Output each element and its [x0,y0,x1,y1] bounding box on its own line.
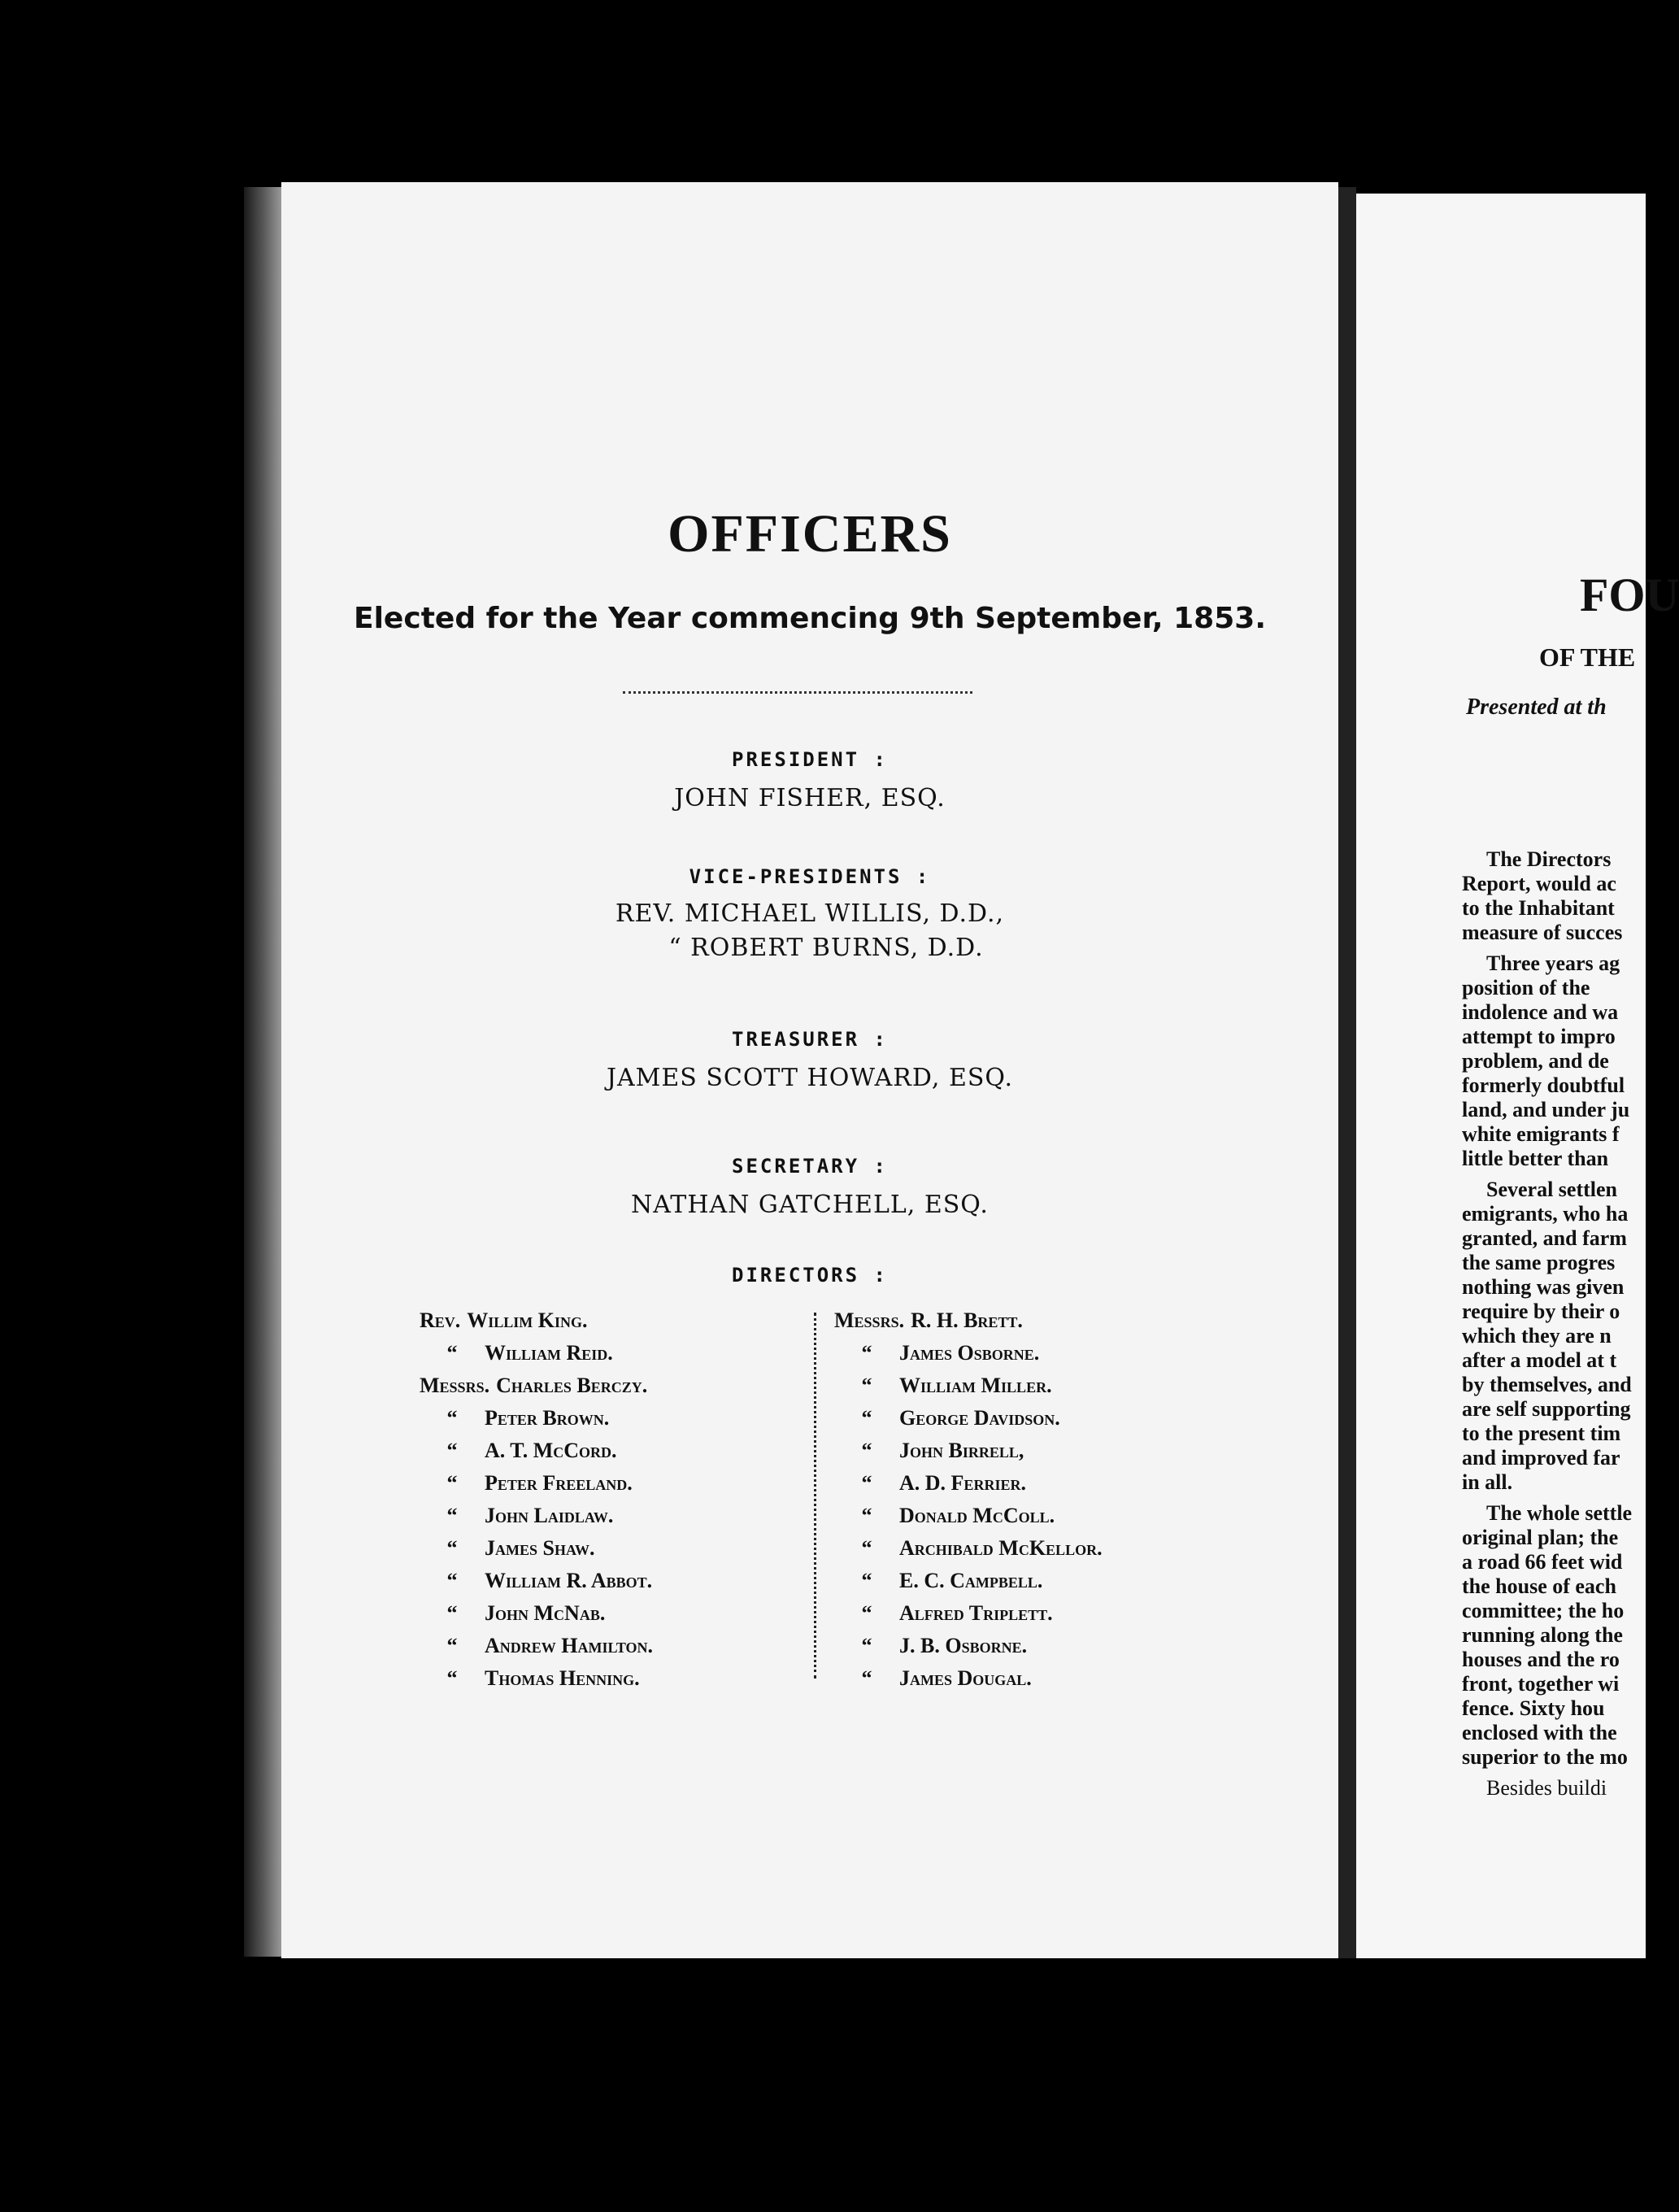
report-text-line: require by their o [1462,1300,1620,1323]
director-prefix: “ [861,1439,872,1462]
report-text-line: fence. Sixty hou [1462,1696,1605,1720]
directors-right-column [834,1304,1103,1695]
director-row [834,1369,1103,1402]
report-text-line: emigrants, who ha [1462,1202,1629,1226]
report-text-line: front, together wi [1462,1672,1620,1696]
director-prefix: “ [446,1504,458,1527]
vice-president-name: REV. MICHAEL WILLIS, D.D., [615,899,1005,928]
director-name: A. T. McCord. [485,1439,617,1462]
director-row [420,1662,653,1695]
director-prefix: “ [861,1341,872,1365]
report-text-line: superior to the mo [1462,1745,1628,1769]
director-name: Alfred Triplett. [899,1601,1053,1625]
vice-president-name: “ ROBERT BURNS, D.D. [668,934,984,962]
director-prefix: Messrs. [834,1308,905,1332]
director-row [420,1500,653,1532]
director-name: John Laidlaw. [485,1504,614,1527]
report-text-line: problem, and de [1462,1049,1609,1073]
report-text-line: to the Inhabitant [1462,896,1615,920]
director-row [834,1662,1103,1695]
director-prefix: “ [861,1601,872,1625]
report-text-line: position of the [1462,976,1590,999]
director-prefix: “ [446,1471,458,1495]
report-text-line: in all. [1462,1470,1513,1494]
director-prefix: “ [861,1406,872,1430]
director-row [834,1435,1103,1467]
report-text-line: white emigrants f [1462,1122,1620,1146]
director-name: George Davidson. [899,1406,1060,1430]
book-spine-shadow [244,187,281,1957]
report-text-line: little better than [1462,1147,1609,1170]
director-row [834,1467,1103,1500]
report-text-line: committee; the ho [1462,1599,1625,1622]
director-row [834,1532,1103,1565]
report-text-line: Report, would ac [1462,872,1616,895]
report-text-line: houses and the ro [1462,1648,1620,1671]
director-prefix: “ [446,1634,458,1657]
director-prefix: “ [446,1439,458,1462]
report-text-line: which they are n [1462,1324,1612,1348]
directors-left-column [420,1304,653,1695]
report-text-line: attempt to impro [1462,1025,1616,1048]
director-name: John McNab. [485,1601,606,1625]
report-text-line: formerly doubtful [1462,1073,1625,1097]
report-text-line: Three years ag [1486,951,1620,975]
director-prefix: Messrs. [420,1374,490,1397]
director-row [420,1467,653,1500]
right-page [1356,194,1679,1958]
president-heading: PRESIDENT : [732,748,888,771]
director-row [420,1369,653,1402]
director-row [834,1630,1103,1662]
director-name: Peter Freeland. [485,1471,633,1495]
director-row [420,1337,653,1369]
report-text-line: by themselves, and [1462,1373,1632,1396]
directors-heading: DIRECTORS : [732,1264,888,1287]
director-row [834,1304,1103,1337]
report-text-line: original plan; the [1462,1526,1619,1549]
director-row [834,1337,1103,1369]
director-row [420,1435,653,1467]
director-row [834,1565,1103,1597]
page-title: OFFICERS [668,504,952,564]
director-name: James Shaw. [485,1536,595,1560]
report-text-line: The Directors [1486,847,1612,871]
director-name: Thomas Henning. [485,1666,640,1690]
right-page-presented-line: Presented at th [1466,695,1607,720]
report-text-line: enclosed with the [1462,1721,1617,1744]
treasurer-name: JAMES SCOTT HOWARD, ESQ. [606,1064,1014,1092]
director-prefix: “ [861,1569,872,1592]
director-prefix: “ [446,1666,458,1690]
director-name: Willim King. [467,1308,588,1332]
director-row [420,1565,653,1597]
right-page-heading: FOU [1580,568,1679,621]
director-name: Peter Brown. [485,1406,610,1430]
director-name: John Birrell, [899,1439,1024,1462]
directors-column-divider [814,1313,816,1679]
director-row [834,1402,1103,1435]
director-prefix: Rev. [420,1308,461,1332]
report-text-line: running along the [1462,1623,1623,1647]
director-name: J. B. Osborne. [899,1634,1028,1657]
treasurer-heading: TREASURER : [732,1028,888,1051]
report-text-line: Several settlen [1486,1178,1618,1201]
vice-presidents-heading: VICE-PRESIDENTS : [689,865,931,888]
report-text-line: Besides buildi [1486,1776,1607,1800]
director-name: James Osborne. [899,1341,1040,1365]
director-row [420,1532,653,1565]
report-text-line: are self supporting [1462,1397,1631,1421]
director-row [834,1500,1103,1532]
director-name: James Dougal. [899,1666,1032,1690]
director-prefix: “ [861,1374,872,1397]
report-text-line: after a model at t [1462,1348,1617,1372]
report-text-line: The whole settle [1486,1501,1633,1525]
director-name: Archibald McKellor. [899,1536,1103,1560]
report-text-line: nothing was given [1462,1275,1625,1299]
director-name: William Reid. [485,1341,613,1365]
director-name: A. D. Ferrier. [899,1471,1026,1495]
report-text-line: the house of each [1462,1574,1616,1598]
page-gutter [1338,187,1356,1958]
director-name: Andrew Hamilton. [485,1634,654,1657]
director-name: Charles Berczy. [496,1374,648,1397]
report-text-line: measure of succes [1462,921,1623,944]
director-name: William Miller. [899,1374,1052,1397]
director-name: R. H. Brett. [911,1308,1023,1332]
director-prefix: “ [861,1536,872,1560]
director-row [420,1630,653,1662]
left-page [281,182,1338,1958]
title-divider [623,691,972,694]
right-page-subheading: OF THE [1539,642,1636,672]
director-prefix: “ [861,1666,872,1690]
director-name: Donald McColl. [899,1504,1055,1527]
report-text-line: land, and under ju [1462,1098,1630,1121]
director-prefix: “ [446,1536,458,1560]
report-text-line: granted, and farm [1462,1226,1627,1250]
director-prefix: “ [861,1634,872,1657]
report-text-line: a road 66 feet wid [1462,1550,1623,1574]
report-text-line: and improved far [1462,1446,1620,1470]
director-prefix: “ [446,1341,458,1365]
report-text-line: to the present tim [1462,1422,1621,1445]
secretary-heading: SECRETARY : [732,1155,888,1178]
president-name: JOHN FISHER, ESQ. [674,784,946,812]
page-subtitle: Elected for the Year commencing 9th September, 1853. [354,602,1266,635]
director-row [834,1597,1103,1630]
director-name: William R. Abbot. [485,1569,653,1592]
director-row [420,1304,653,1337]
director-prefix: “ [446,1569,458,1592]
director-name: E. C. Campbell. [899,1569,1043,1592]
director-prefix: “ [861,1471,872,1495]
report-text-line: indolence and wa [1462,1000,1619,1024]
director-row [420,1597,653,1630]
secretary-name: NATHAN GATCHELL, ESQ. [631,1191,989,1219]
director-prefix: “ [446,1601,458,1625]
director-prefix: “ [861,1504,872,1527]
director-row [420,1402,653,1435]
report-text-line: the same progres [1462,1251,1616,1274]
director-prefix: “ [446,1406,458,1430]
